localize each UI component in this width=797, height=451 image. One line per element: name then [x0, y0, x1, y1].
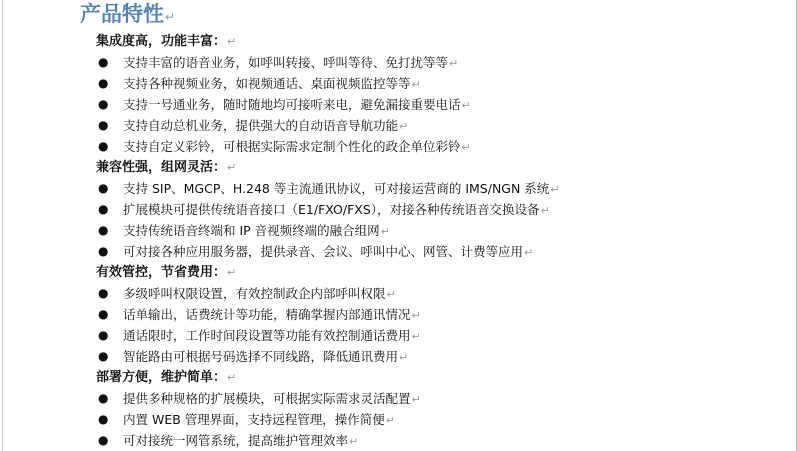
list-item [96, 283, 786, 304]
paragraph-mark-icon: ↵ [461, 141, 471, 154]
list-item-text [123, 388, 421, 410]
paragraph-mark-icon: ↵ [411, 393, 421, 406]
list-item-label: 多级呼叫权限设置，有效控制政企内部呼叫权限 [123, 286, 386, 301]
page-left-border [2, 0, 3, 451]
list-item-text [123, 52, 458, 74]
bullet-icon: ● [98, 307, 109, 321]
section-heading-text: 兼容性强，组网灵活： [96, 160, 227, 175]
list-item-label: 支持自定义彩铃，可根据实际需求定制个性化的政企单位彩铃 [123, 139, 461, 154]
bullet-icon: ● [98, 76, 109, 90]
list-item [96, 52, 786, 73]
list-item-text [123, 409, 395, 431]
list-item-text [123, 241, 533, 263]
list-item-label: 内置 WEB 管理界面，支持远程管理，操作简便 [123, 412, 385, 427]
bullet-icon: ● [98, 244, 109, 258]
list-item-label: 支持各种视频业务，如视频通话、桌面视频监控等等 [123, 76, 411, 91]
list-item-text [123, 178, 560, 200]
list-item-text [123, 220, 390, 242]
list-item-label: 扩展模块可提供传统语音接口（E1/FXO/FXS），对接各种传统语音交换设备 [123, 202, 540, 217]
paragraph-mark-icon: ↵ [550, 183, 560, 196]
bullet-icon: ● [98, 412, 109, 426]
list-item [96, 178, 786, 199]
list-item-label: 支持传统语音终端和 IP 音视频终端的融合组网 [123, 223, 380, 238]
list-item-text [123, 346, 408, 368]
paragraph-mark-icon: ↵ [411, 78, 421, 91]
list-item-text [123, 199, 550, 221]
section-heading [96, 157, 786, 178]
section-heading [96, 367, 786, 388]
list-item-label: 通话限时，工作时间段设置等功能有效控制通话费用 [123, 328, 411, 343]
paragraph-mark-icon: ↵ [540, 204, 550, 217]
list-item-label: 支持丰富的语音业务，如呼叫转接、呼叫等待、免打扰等等 [123, 55, 449, 70]
list-item-text [123, 94, 471, 116]
page-title-text: 产品特性 [80, 1, 164, 26]
list-item-label: 智能路由可根据号码选择不同线路，降低通讯费用 [123, 349, 399, 364]
paragraph-mark-icon: ↵ [165, 10, 176, 24]
list-item [96, 220, 786, 241]
paragraph-mark-icon: ↵ [386, 288, 396, 301]
bullet-icon: ● [98, 181, 109, 195]
bullet-icon: ● [98, 286, 109, 300]
section-heading-text: 部署方便，维护简单： [96, 370, 227, 385]
paragraph-mark-icon: ↵ [449, 57, 459, 70]
paragraph-mark-icon: ↵ [227, 161, 237, 174]
section-heading [96, 262, 786, 283]
bullet-icon: ● [98, 223, 109, 237]
paragraph-mark-icon: ↵ [349, 435, 359, 448]
list-item [96, 325, 786, 346]
paragraph-mark-icon: ↵ [461, 99, 471, 112]
list-item [96, 136, 786, 157]
list-item [96, 409, 786, 430]
paragraph-mark-icon: ↵ [411, 309, 421, 322]
list-item-text [123, 136, 471, 158]
list-item-label: 可对接统一网管系统，提高维护管理效率 [123, 433, 349, 448]
list-item-text [123, 430, 358, 451]
list-item [96, 241, 786, 262]
paragraph-mark-icon: ↵ [399, 351, 409, 364]
paragraph-mark-icon: ↵ [227, 35, 237, 48]
list-item [96, 388, 786, 409]
list-item [96, 199, 786, 220]
list-item [96, 73, 786, 94]
bullet-icon: ● [98, 433, 109, 447]
paragraph-mark-icon: ↵ [385, 414, 395, 427]
list-item [96, 115, 786, 136]
bullet-icon: ● [98, 139, 109, 153]
bullet-icon: ● [98, 202, 109, 216]
section-heading [96, 31, 786, 52]
list-item-label: 支持自动总机业务，提供强大的自动语音导航功能 [123, 118, 399, 133]
paragraph-mark-icon: ↵ [380, 225, 390, 238]
list-item-text [123, 325, 421, 347]
paragraph-mark-icon: ↵ [411, 330, 421, 343]
bullet-icon: ● [98, 97, 109, 111]
list-item-text [123, 73, 421, 95]
list-item-label: 提供多种规格的扩展模块，可根据实际需求灵活配置 [123, 391, 411, 406]
feature-list [96, 31, 786, 451]
list-item-label: 支持一号通业务，随时随地均可接听来电，避免漏接重要电话 [123, 97, 461, 112]
paragraph-mark-icon: ↵ [227, 266, 237, 279]
bullet-icon: ● [98, 118, 109, 132]
bullet-icon: ● [98, 349, 109, 363]
list-item [96, 94, 786, 115]
list-item-text [123, 304, 421, 326]
list-item [96, 346, 786, 367]
section-heading-text: 有效管控，节省费用： [96, 265, 227, 280]
list-item [96, 430, 786, 451]
page-title [80, 0, 175, 31]
list-item-text [123, 115, 408, 137]
list-item-text [123, 283, 396, 305]
bullet-icon: ● [98, 328, 109, 342]
section-heading-text: 集成度高，功能丰富： [96, 34, 227, 49]
list-item-label: 可对接各种应用服务器，提供录音、会议、呼叫中心、网管、计费等应用 [123, 244, 524, 259]
bullet-icon: ● [98, 391, 109, 405]
list-item-label: 话单输出，话费统计等功能，精确掌握内部通讯情况 [123, 307, 411, 322]
paragraph-mark-icon: ↵ [524, 246, 534, 259]
bullet-icon: ● [98, 55, 109, 69]
list-item [96, 304, 786, 325]
paragraph-mark-icon: ↵ [399, 120, 409, 133]
paragraph-mark-icon: ↵ [227, 371, 237, 384]
list-item-label: 支持 SIP、MGCP、H.248 等主流通讯协议，可对接运营商的 IMS/NGN 系统 [123, 181, 550, 196]
